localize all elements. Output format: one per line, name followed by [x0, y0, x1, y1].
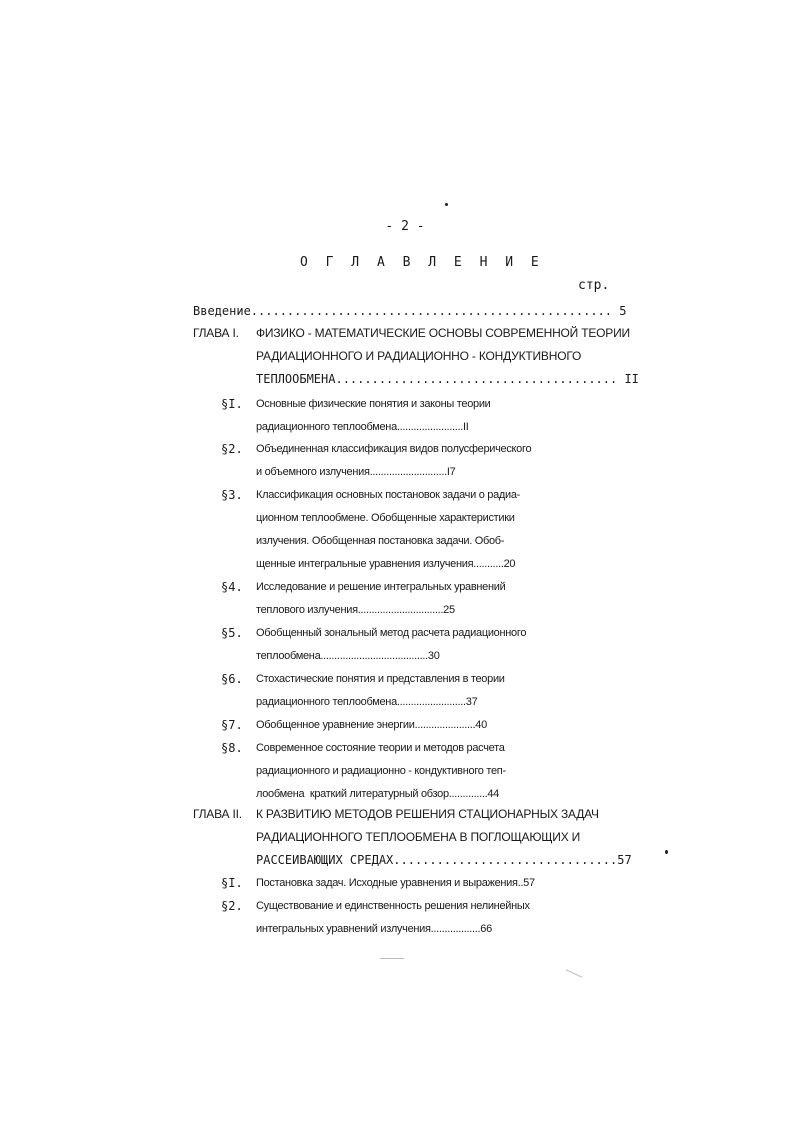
toc-entry-intro: Введение.................................................. 5 [193, 304, 627, 318]
chapter-label: ГЛАВА II. [193, 807, 242, 821]
speck-mark [665, 850, 668, 854]
section-number: §8. [221, 741, 243, 755]
section-title-line: Исследование и решение интегральных уравнений [256, 581, 506, 593]
chapter-title-line: ФИЗИКО - МАТЕМАТИЧЕСКИЕ ОСНОВЫ СОВРЕМЕННОЙ ТЕОРИИ [256, 326, 630, 340]
section-number: §4. [221, 580, 243, 594]
section-title-line: радиационного и радиационно - кондуктивного теп- [256, 765, 506, 777]
scan-smudge [566, 969, 583, 978]
section-title-line: ционном теплообмене. Обобщенные характеристики [256, 512, 515, 524]
speck-mark [445, 203, 448, 206]
section-title-line: Объединенная классификация видов полусферического [256, 443, 532, 455]
section-title-line: Классификация основных постановок задачи о радиа- [256, 489, 521, 501]
section-title-line: щенные интегральные уравнения излучения...........20 [256, 558, 516, 570]
section-title-line: Существование и единственность решения нелинейных [256, 900, 530, 912]
section-number: §6. [221, 672, 243, 686]
section-title-line: излучения. Обобщенная постановка задачи. Обоб- [256, 535, 505, 547]
chapter-title-line: ТЕПЛООБМЕНА....................................... II [256, 372, 639, 386]
section-title-line: теплового излучения...............................25 [256, 604, 455, 616]
section-title-line: интегральных уравнений излучения..................66 [256, 923, 492, 935]
page-column-label: стр. [578, 278, 610, 293]
toc-title: О Г Л А В Л Е Н И Е [300, 255, 544, 270]
section-number: §2. [221, 899, 243, 913]
section-title-line: лообмена краткий литературный обзор..............44 [256, 788, 500, 800]
section-title-line: теплообмена.......................................30 [256, 650, 440, 662]
section-title-line: Обобщенное уравнение энергии......................40 [256, 719, 487, 731]
chapter-title-line: РАДИАЦИОННОГО ТЕПЛООБМЕНА В ПОГЛОЩАЮЩИХ И [256, 830, 581, 844]
section-number: §I. [221, 876, 243, 890]
section-title-line: радиационного теплообмена.........................37 [256, 696, 478, 708]
section-title-line: Обобщенный зональный метод расчета радиационного [256, 627, 527, 639]
section-title-line: Современное состояние теории и методов расчета [256, 742, 505, 754]
section-title-line: и объемного излучения............................I7 [256, 466, 456, 478]
section-title-line: Основные физические понятия и законы теории [256, 398, 491, 410]
section-title-line: Стохастические понятия и представления в теории [256, 673, 505, 685]
chapter-title-line: К РАЗВИТИЮ МЕТОДОВ РЕШЕНИЯ СТАЦИОНАРНЫХ ЗАДАЧ [256, 807, 599, 821]
section-number: §I. [221, 397, 243, 411]
page-number: - 2 - [385, 219, 425, 234]
section-title-line: радиационного теплообмена........................II [256, 421, 469, 433]
chapter-title-line: РАДИАЦИОННОГО И РАДИАЦИОННО - КОНДУКТИВНОГО [256, 349, 582, 363]
section-title-line: Постановка задач. Исходные уравнения и выражения..57 [256, 877, 535, 889]
chapter-title-line: РАССЕИВАЮЩИХ СРЕДАХ...............................57 [256, 853, 632, 867]
scan-smudge [380, 958, 404, 959]
section-number: §2. [221, 442, 243, 456]
section-number: §3. [221, 488, 243, 502]
chapter-label: ГЛАВА I. [193, 326, 239, 340]
section-number: §7. [221, 718, 243, 732]
section-number: §5. [221, 626, 243, 640]
